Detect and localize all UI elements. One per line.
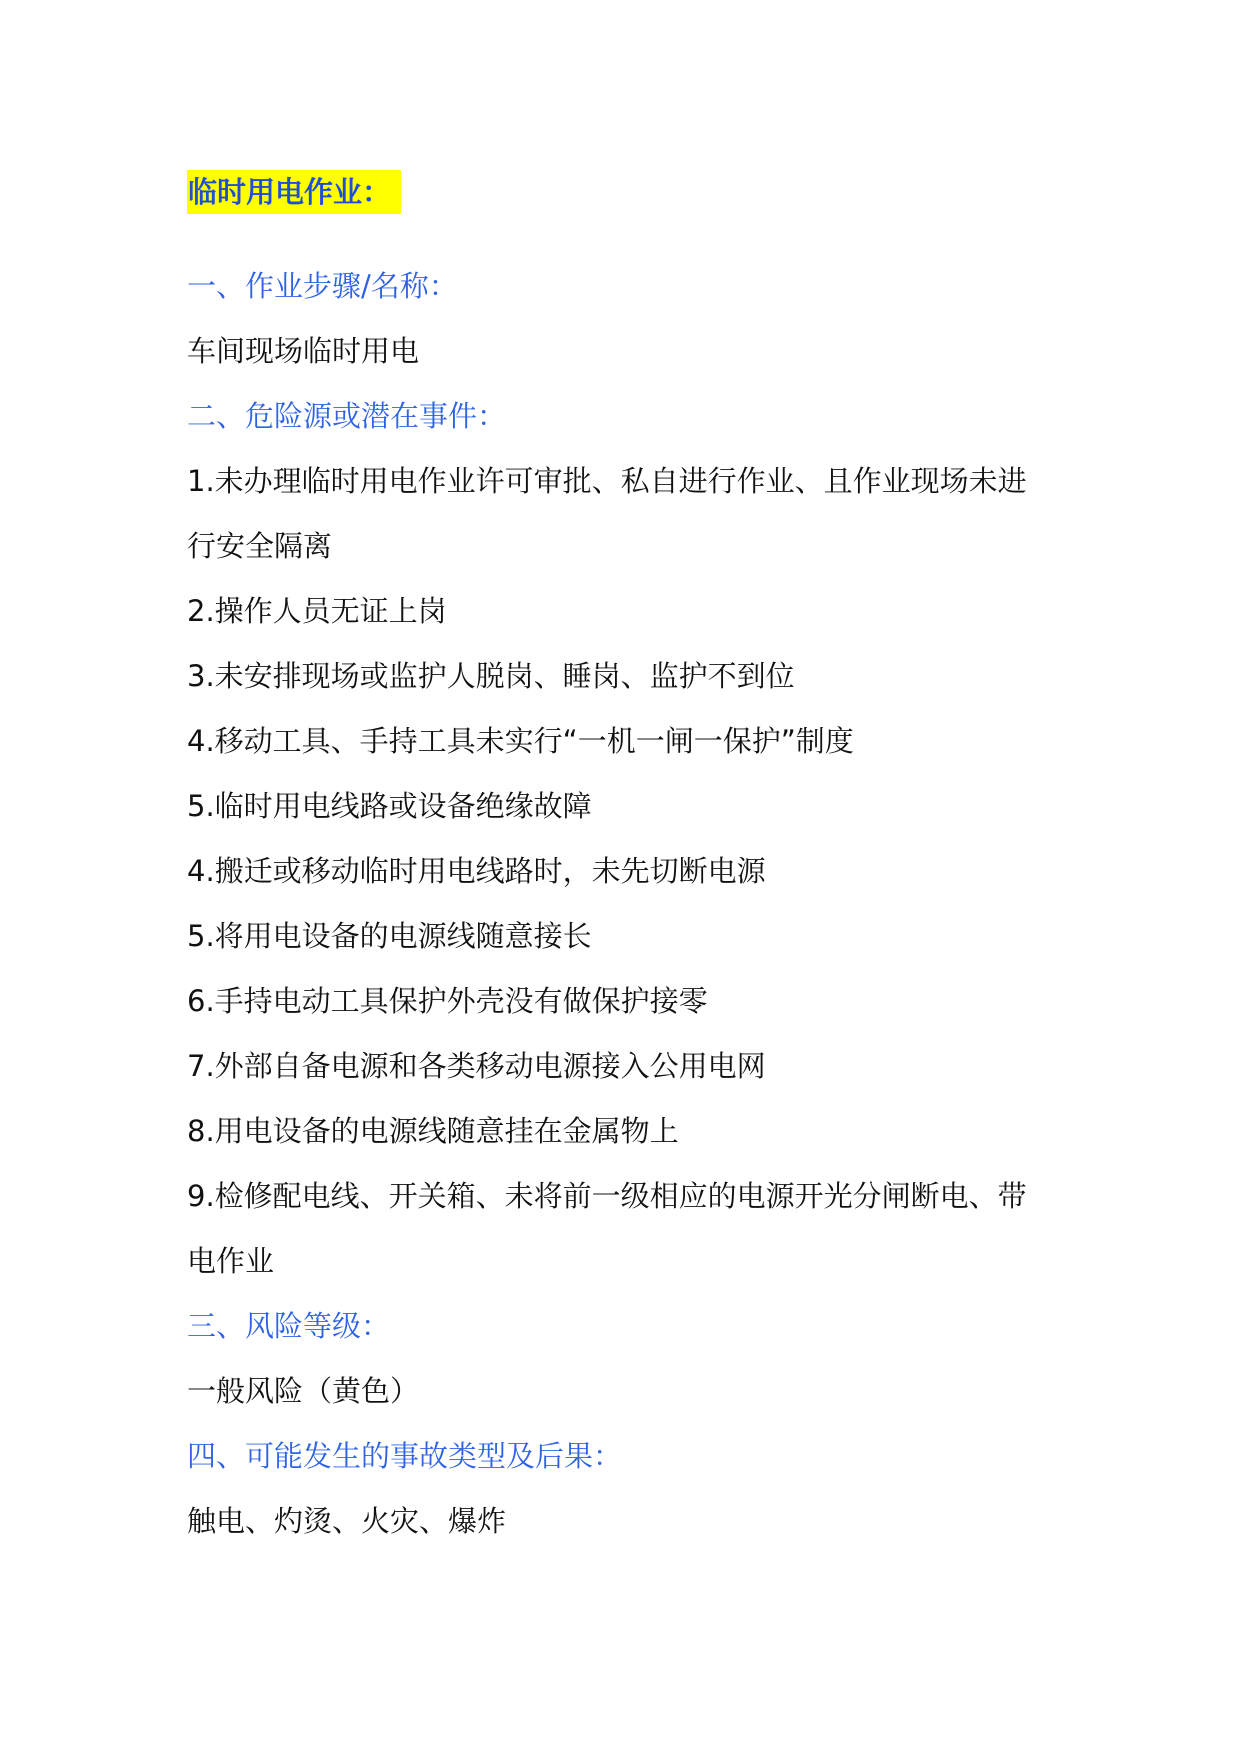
section-text-1: 车间现场临时用电 bbox=[187, 334, 420, 368]
hazard-item: 9.检修配电线、开关箱、未将前一级相应的电源开光分闸断电、带 bbox=[187, 1179, 1027, 1213]
hazard-item: 8.用电设备的电源线随意挂在金属物上 bbox=[187, 1114, 679, 1148]
hazard-item: 电作业 bbox=[187, 1244, 275, 1278]
hazard-item: 1.未办理临时用电作业许可审批、私自进行作业、且作业现场未进 bbox=[187, 464, 1027, 498]
section-text-3: 一般风险（黄色） bbox=[187, 1374, 420, 1408]
section-heading-1: 一、作业步骤/名称： bbox=[187, 269, 458, 303]
hazard-item: 4.搬迁或移动临时用电线路时，未先切断电源 bbox=[187, 854, 766, 888]
hazard-item: 5.将用电设备的电源线随意接长 bbox=[187, 919, 592, 953]
document-content bbox=[187, 170, 1067, 1554]
hazard-item: 7.外部自备电源和各类移动电源接入公用电网 bbox=[187, 1049, 766, 1083]
hazard-item: 2.操作人员无证上岗 bbox=[187, 594, 447, 628]
hazard-item: 5.临时用电线路或设备绝缘故障 bbox=[187, 789, 592, 823]
section-heading-3: 三、风险等级： bbox=[187, 1309, 391, 1343]
section-heading-2: 二、危险源或潜在事件： bbox=[187, 399, 507, 433]
section-text-4: 触电、灼烫、火灾、爆炸 bbox=[187, 1504, 507, 1538]
hazard-item: 行安全隔离 bbox=[187, 529, 333, 563]
hazard-item: 3.未安排现场或监护人脱岗、睡岗、监护不到位 bbox=[187, 659, 795, 693]
document-title: 临时用电作业： bbox=[187, 170, 401, 214]
hazard-item: 6.手持电动工具保护外壳没有做保护接零 bbox=[187, 984, 708, 1018]
section-heading-4: 四、可能发生的事故类型及后果： bbox=[187, 1439, 623, 1473]
hazard-item: 4.移动工具、手持工具未实行“一机一闸一保护”制度 bbox=[187, 724, 854, 758]
